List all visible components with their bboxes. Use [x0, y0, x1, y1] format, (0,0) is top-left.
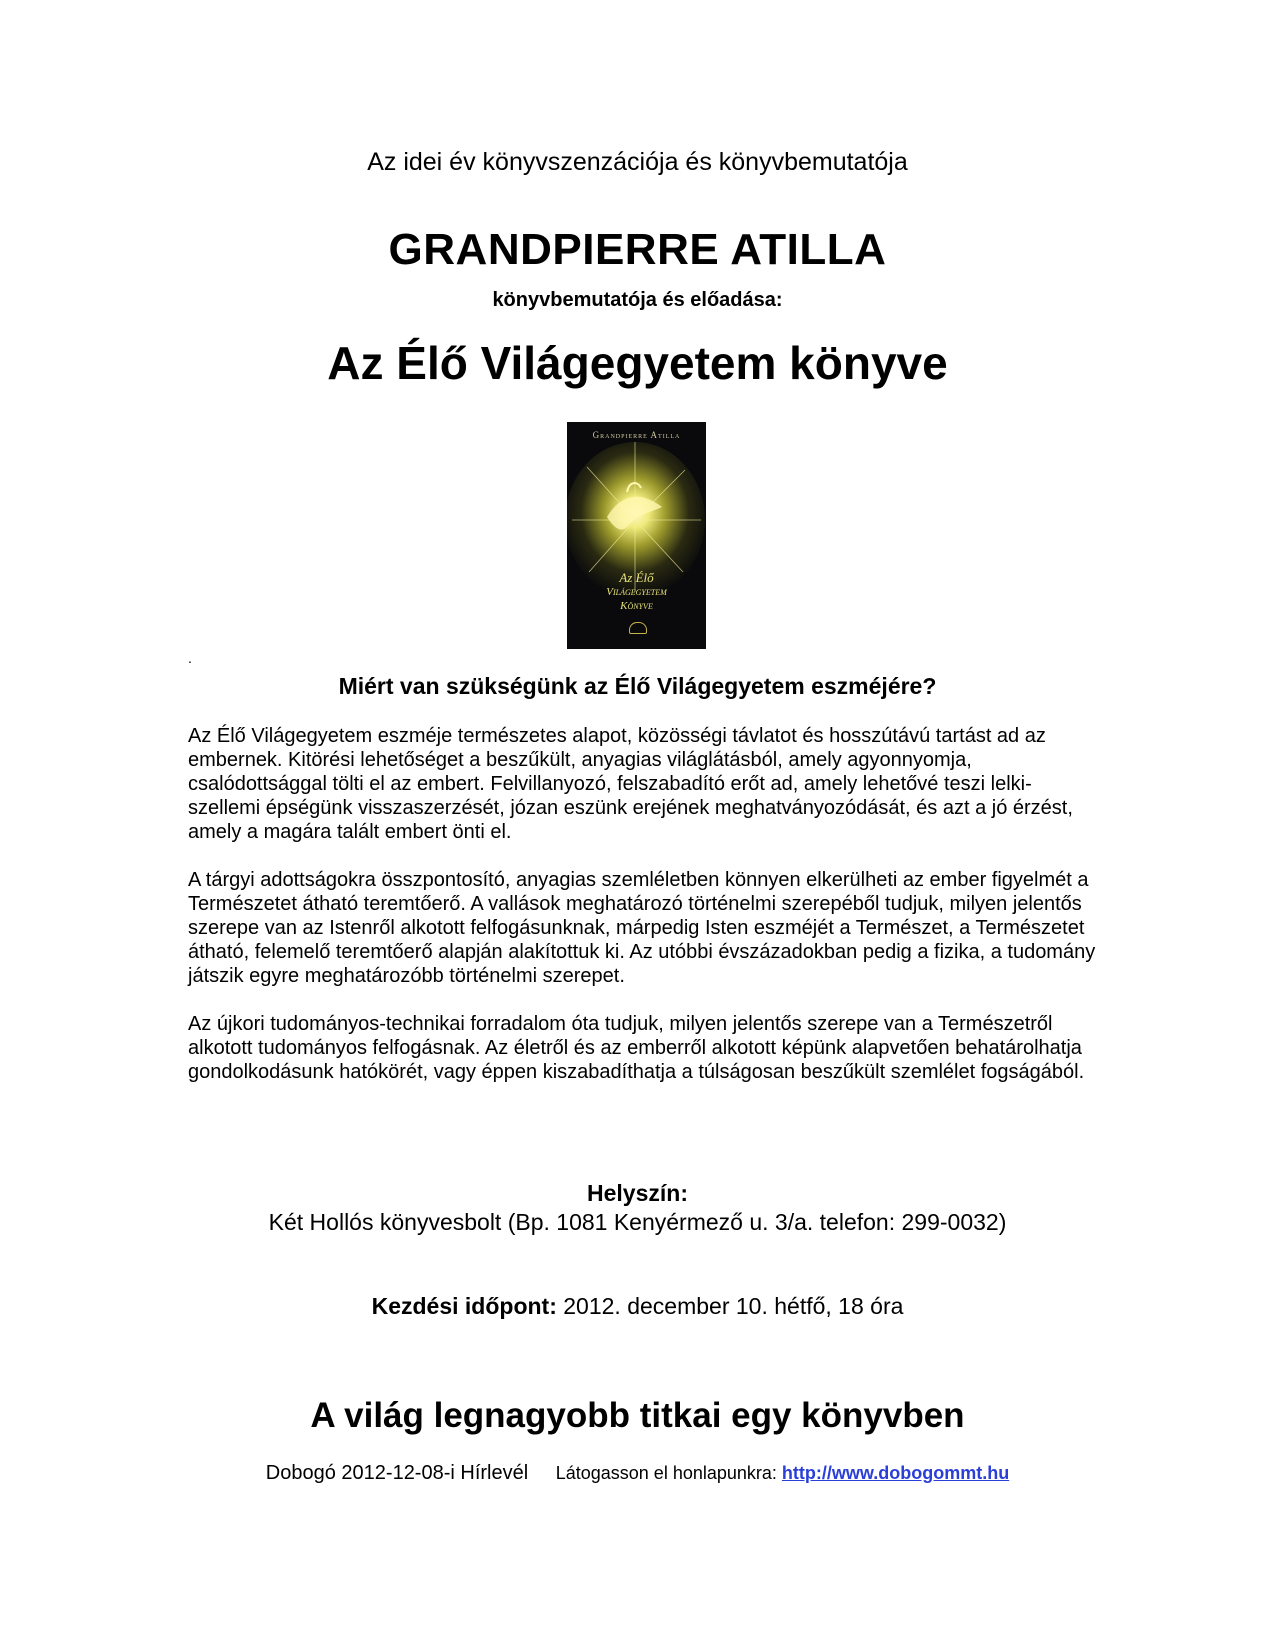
start-time-label: Kezdési időpont:	[371, 1293, 557, 1319]
paragraph-2: A tárgyi adottságokra összpontosító, anyagias szemléletben könnyen elkerülheti az ember figyelmét a Természetet átható teremtőerő. A vallások meghatározó történelmi szerepéből tudjuk, milyen jelentős szerepe van az Istenről alkotott felfogásunknak, márpedig Isten eszméjét a Természet, a Természetet átható, felemelő teremtőerő alapján alakítottuk ki. Az utóbbi évszázadokban pedig a fizika, a tudomány játszik egyre meghatározóbb történelmi szerepet.	[188, 869, 1096, 987]
tagline: A világ legnagyobb titkai egy könyvben	[310, 1396, 965, 1435]
visit-text: Látogasson el honlapunkra:	[555, 1463, 782, 1483]
paragraph-1: Az Élő Világegyetem eszméje természetes alapot, közösségi távlatot és hosszútávú tartást ad az embernek. Kitörési lehetőséget a beszűkült, anyagias világlátásból, amely agyonnyomja, csalódottsággal tölti el az embert. Felvillanyozó, felszabadító erőt ad, amely lehetővé teszi lelki-szellemi épségünk visszaszerzését, józan eszünk erejének meghatványozódását, és azt a jó érzést, amely a magára talált embert önti el.	[188, 725, 1073, 843]
newsletter-label: Dobogó 2012-12-08-i Hírlevél	[265, 1462, 529, 1484]
section-question: Miért van szükségünk az Élő Világegyetem eszméjére?	[338, 673, 937, 699]
intro-line: Az idei év könyvszenzációja és könyvbemutatója	[367, 148, 908, 176]
venue-label: Helyszín:	[587, 1180, 688, 1206]
venue-address: Két Hollós könyvesbolt (Bp. 1081 Kenyérmező u. 3/a. telefon: 299-0032)	[268, 1209, 1007, 1235]
stray-dot: .	[188, 650, 192, 666]
website-link[interactable]: http://www.dobogommt.hu	[781, 1463, 1010, 1483]
cover-title-line-2: Világegyetem	[606, 586, 667, 598]
paragraph-3: Az újkori tudományos-technikai forradalom óta tudjuk, milyen jelentős szerepe van a Természetről alkotott tudományos felfogásnak. Az életről és az emberről alkotott képünk alapvetően behatárolhatja gondolkodásunk hatókörét, vagy éppen kiszabadíthatja a túlságosan beszűkült szemlélet fogságából.	[188, 1013, 1085, 1083]
start-time-value: 2012. december 10. hétfő, 18 óra	[556, 1293, 904, 1319]
cover-emblem-icon	[629, 622, 647, 634]
cover-title-line-3: Könyve	[620, 600, 653, 612]
book-cover-image	[567, 422, 706, 649]
cover-title-line-1: Az Élő	[619, 570, 654, 585]
book-title: Az Élő Világegyetem könyve	[327, 337, 948, 389]
footer	[0, 1462, 1275, 1485]
start-time	[0, 1293, 1275, 1320]
author-name: GRANDPIERRE ATILLA	[388, 225, 887, 274]
cover-author-line: Grandpierre Atilla	[592, 430, 681, 440]
subtitle: könyvbemutatója és előadása:	[492, 289, 783, 311]
